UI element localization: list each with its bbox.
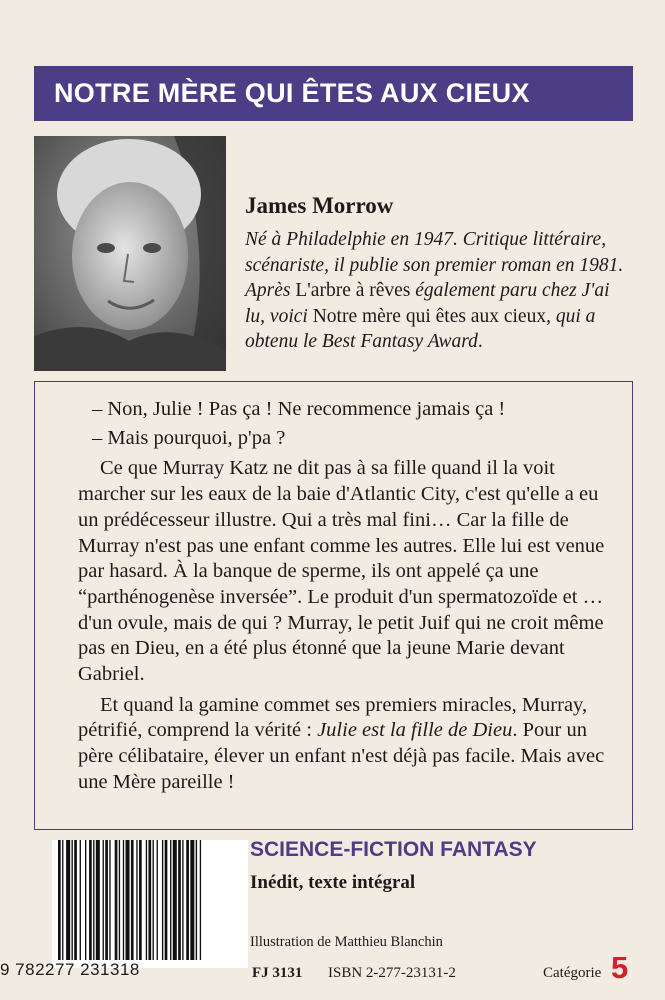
category-number: 5 (611, 950, 629, 985)
barcode-bar (131, 840, 134, 960)
barcode-bar (173, 840, 177, 960)
edition-label: Inédit, texte intégral (250, 872, 416, 893)
barcode-bar (115, 840, 118, 960)
barcode-bar (80, 840, 81, 960)
barcode-bar (85, 840, 86, 960)
blurb-text-segment: . Pour un père célibataire, élever un enfant n'est déjà pas facile. Mais avec une Mère pareille ! (78, 719, 605, 793)
bio-award: Best Fantasy Award (321, 331, 478, 352)
blurb-dialog-line: – Mais pourquoi, p'pa ? (92, 426, 286, 449)
bio-segment: également paru chez J'ai lu, voici (245, 280, 610, 327)
barcode-bar (157, 840, 158, 960)
barcode-bar (109, 840, 110, 960)
bio-segment: Né à Philadelphie en 1947. Critique littéraire, scénariste, il publie son premier roman en 1981. Après (245, 229, 624, 301)
author-bio (245, 227, 625, 355)
barcode-bar (136, 840, 137, 960)
barcode-bar (93, 840, 94, 960)
barcode-bar (139, 840, 142, 960)
barcode-bar (162, 840, 163, 960)
barcode-bar (148, 840, 151, 960)
barcode-bar (200, 840, 201, 960)
barcode-bar (182, 840, 183, 960)
barcode-bar (62, 840, 63, 960)
barcode-bar (196, 840, 197, 960)
bio-segment: . (477, 331, 483, 352)
barcode-bar (123, 840, 124, 960)
blurb-text-segment: Et quand la gamine commet ses premiers miracles, Murray, pétrifié, comprend la vérité : (78, 693, 588, 742)
barcode-bar (190, 840, 194, 960)
genre-label: SCIENCE-FICTION FANTASY (250, 838, 537, 861)
illustration-credit: Illustration de Matthieu Blanchin (250, 934, 443, 950)
blurb-paragraph (78, 693, 618, 796)
barcode-bar (96, 840, 100, 960)
isbn: ISBN 2-277-23131-2 (328, 965, 456, 981)
blurb-paragraph: Ce que Murray Katz ne dit pas à sa fille quand il la voit marcher sur les eaux de la baie d'Atlantic City, c'est qu'elle a eu un prédécesseur illustre. Qui a très mal fini… Car la fille de Murray n'est pas une enfant comme les autres. Elle lui est venue par hasard. À la banque de sperme, ils ont appelé ça une “parthénogenèse inversée”. Le produit d'un spermatozoïde et … d'un ovule, mais de qui ? Murray, le petit Juif qui ne croit même pas en Dieu, en a été plus étonné que la jeune Marie devant Gabriel. (78, 457, 605, 686)
barcode-bar (170, 840, 171, 960)
catalog-number: FJ 3131 (252, 965, 303, 981)
bio-book-title: Notre mère qui êtes aux cieux (312, 305, 547, 327)
barcode-bar (178, 840, 181, 960)
barcode-number: 9 782277 231318 (0, 960, 140, 979)
barcode-bar (165, 840, 168, 960)
barcode-bar (153, 840, 154, 960)
barcode-bar (146, 840, 147, 960)
barcode-bar (119, 840, 120, 960)
category-label: Catégorie (543, 965, 602, 981)
barcode-bar (89, 840, 92, 960)
author-name: James Morrow (245, 193, 394, 218)
barcode-bar (66, 840, 70, 960)
bio-book-title: L'arbre à rêves (295, 280, 411, 301)
barcode-image (52, 840, 248, 968)
barcode-bar (103, 840, 104, 960)
barcode-bar (126, 840, 130, 960)
bio-segment: , qui a obtenu le (245, 305, 596, 352)
barcode-bar (186, 840, 189, 960)
barcode-bar (74, 840, 77, 960)
blurb (78, 397, 618, 796)
barcode-bar (105, 840, 108, 960)
barcode-bar (72, 840, 73, 960)
book-title: NOTRE MÈRE QUI ÊTES AUX CIEUX (54, 78, 530, 108)
barcode-bar (58, 840, 61, 960)
author-photo (34, 136, 226, 371)
blurb-dialog-line: – Non, Julie ! Pas ça ! Ne recommence jamais ça ! (92, 398, 506, 420)
book-title-banner (34, 66, 633, 121)
blurb-italic-segment: Julie est la fille de Dieu (317, 719, 513, 742)
